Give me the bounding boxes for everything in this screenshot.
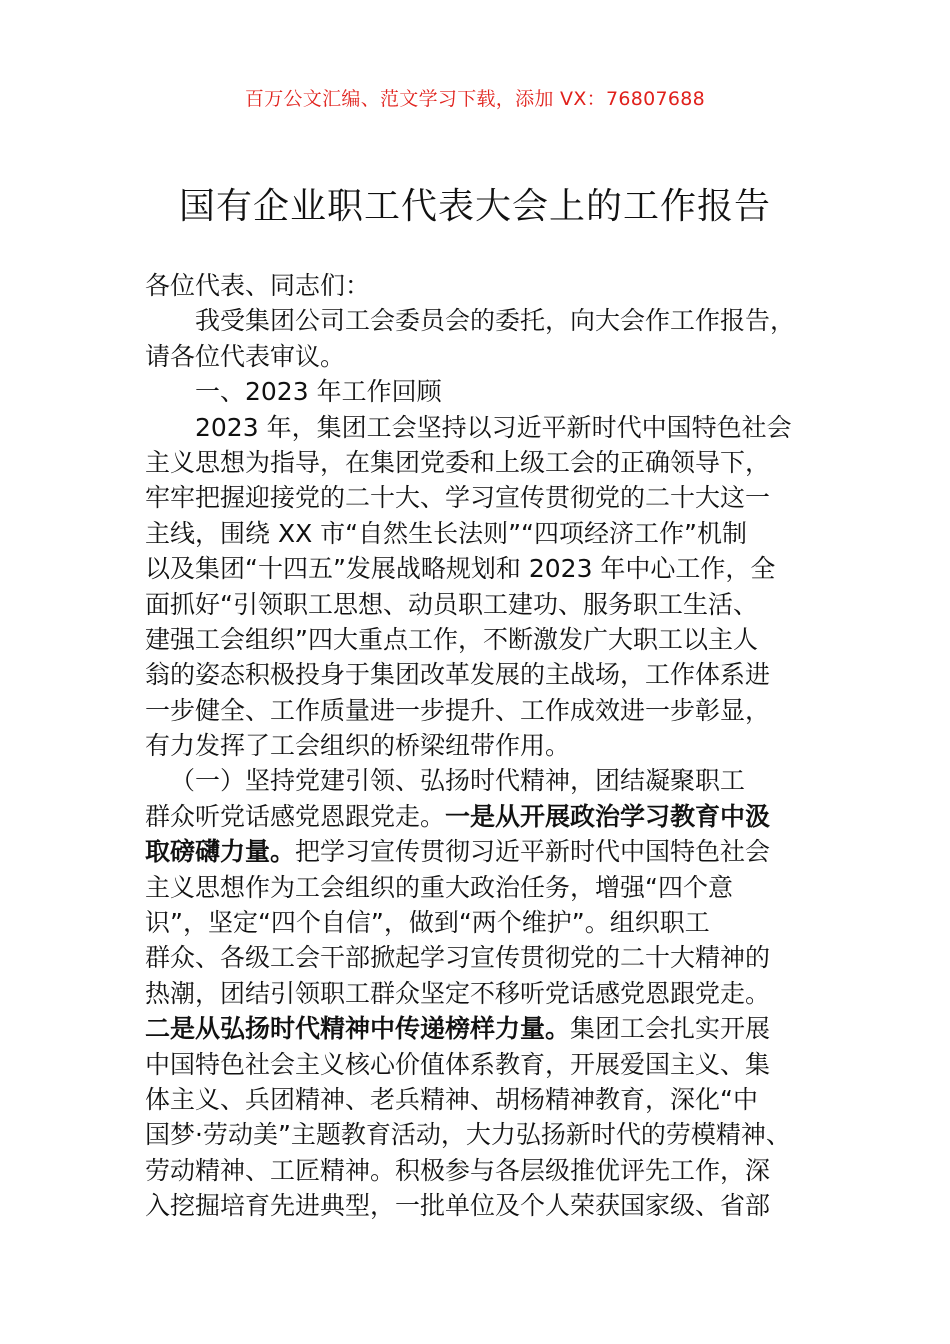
text-segment: 一步健全、工作质量进一步提升、工作成效进一步彰显， [145,695,771,725]
bold-text-segment: 取磅礴力量。 [145,837,296,867]
body-line [145,268,810,303]
text-segment: 主义思想作为工会组织的重大政治任务，增强“四个意 [145,872,733,902]
text-segment: 劳动精神、工匠精神。积极参与各层级推优评先工作，深 [145,1155,771,1185]
text-segment: 一、2023 年工作回顾 [195,377,442,407]
body-line [145,480,810,515]
text-segment: 以及集团“十四五”发展战略规划和 2023 年中心工作，全 [145,554,776,584]
body-line [145,976,810,1011]
body-line [145,445,810,480]
text-segment: 把学习宣传贯彻习近平新时代中国特色社会 [295,837,771,867]
text-segment: 群众听党话感党恩跟党走。 [145,801,446,831]
body-line [145,1153,810,1188]
text-segment: （一）坚持党建引领、弘扬时代精神，团结凝聚职工 [170,766,746,796]
bold-text-segment: 二是从弘扬时代精神中传递榜样力量。 [145,1014,571,1044]
text-segment: 面抓好“引领职工思想、动员职工建功、服务职工生活、 [145,589,758,619]
text-segment: 热潮，团结引领职工群众坚定不移听党话感党恩跟党走。 [145,978,771,1008]
bold-text-segment: 一是从开展政治学习教育中汲 [445,801,771,831]
text-segment: 中国特色社会主义核心价值体系教育，开展爱国主义、集 [145,1049,771,1079]
body-line [145,693,810,728]
body-line [145,763,810,798]
body-line [145,834,810,869]
body-line [145,374,810,409]
text-segment: 群众、各级工会干部掀起学习宣传贯彻党的二十大精神的 [145,943,771,973]
document-body [145,268,810,1224]
text-segment: 牢牢把握迎接党的二十大、学习宣传贯彻党的二十大这一 [145,483,771,513]
text-segment: 有力发挥了工会组织的桥梁纽带作用。 [145,731,571,761]
body-line [145,410,810,445]
text-segment: 主义思想为指导，在集团党委和上级工会的正确领导下， [145,447,771,477]
watermark-banner: 百万公文汇编、范文学习下载，添加 VX：76807688 [244,88,706,110]
text-segment: 请各位代表审议。 [145,341,346,371]
text-segment: 入挖掘培育先进典型，一批单位及个人荣获国家级、省部 [145,1191,771,1221]
body-line [145,1047,810,1082]
document-title: 国有企业职工代表大会上的工作报告 [178,186,771,227]
body-line [145,905,810,940]
body-line [145,1188,810,1223]
text-segment: 识”，坚定“四个自信”，做到“两个维护”。组织职工 [145,908,710,938]
body-line [145,657,810,692]
body-line [145,339,810,374]
body-line [145,303,810,338]
body-line [145,622,810,657]
text-segment: 国梦·劳动美”主题教育活动，大力弘扬新时代的劳模精神、 [145,1120,791,1150]
body-line [145,1011,810,1046]
text-segment: 各位代表、同志们： [145,271,371,300]
body-line [145,587,810,622]
body-line [145,940,810,975]
body-line [145,551,810,586]
text-segment: 体主义、兵团精神、老兵精神、胡杨精神教育，深化“中 [145,1084,758,1114]
text-segment: 建强工会组织”四大重点工作，不断激发广大职工以主人 [145,624,758,654]
body-line [145,870,810,905]
text-segment: 2023 年，集团工会坚持以习近平新时代中国特色社会 [195,412,792,442]
body-line [145,516,810,551]
text-segment: 主线，围绕 XX 市“自然生长法则”“四项经济工作”机制 [145,518,747,548]
body-line [145,799,810,834]
body-line [145,1117,810,1152]
text-segment: 我受集团公司工会委员会的委托，向大会作工作报告， [195,306,796,336]
text-segment: 翁的姿态积极投身于集团改革发展的主战场，工作体系进 [145,660,771,690]
body-line [145,728,810,763]
text-segment: 集团工会扎实开展 [570,1014,771,1044]
body-line [145,1082,810,1117]
